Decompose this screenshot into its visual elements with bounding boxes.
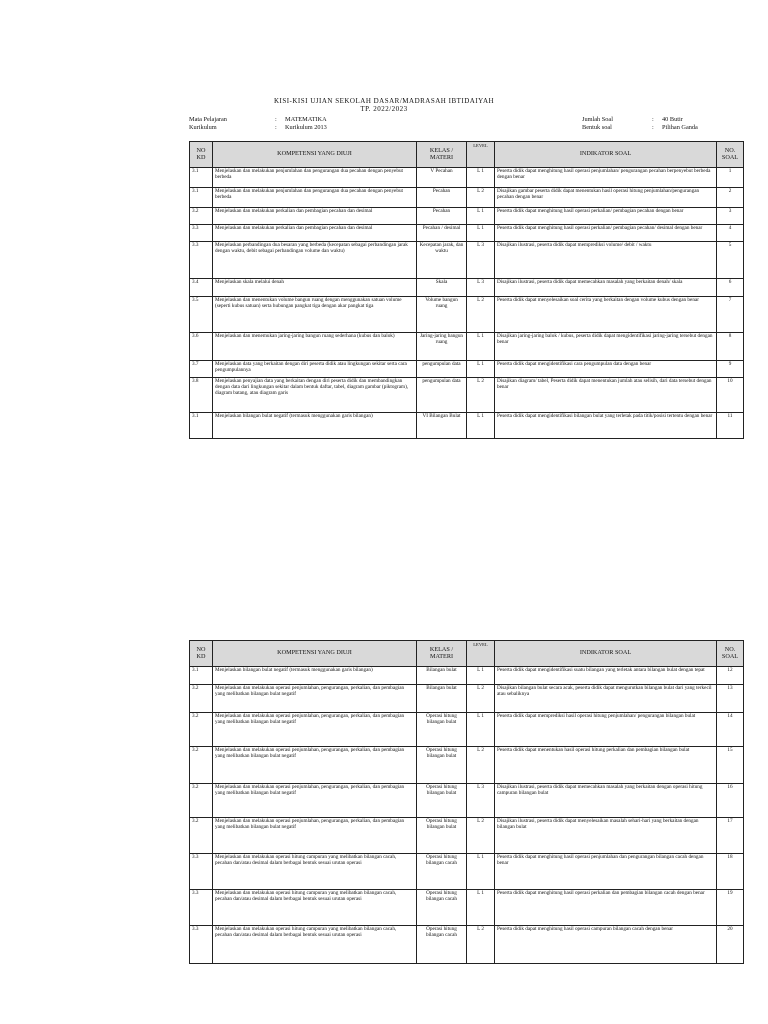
cell-kd: 3.2 <box>190 747 213 784</box>
info-row-subject: Mata Pelajaran : MATEMATIKA <box>189 116 327 123</box>
cell-kd: 3.7 <box>190 361 213 378</box>
table-row <box>190 333 744 361</box>
cell-indikator: Peserta didik dapat menyelesaikan soal cerita yang berkaitan dengan volume kubus dengan benar <box>495 297 717 333</box>
info-row-question-count: Jumlah Soal : 40 Butir <box>582 116 683 123</box>
cell-no-soal: 12 <box>717 667 744 685</box>
cell-level: L 3 <box>467 784 495 818</box>
cell-kompetensi: Menjelaskan skala melalui denah <box>213 279 417 297</box>
table-row <box>190 225 744 242</box>
cell-no-soal: 3 <box>717 208 744 225</box>
cell-kompetensi: Menjelaskan data yang berkaitan dengan diri peserta didik atau lingkungan sekitar serta cara pengumpulannya <box>213 361 417 378</box>
table-row <box>190 713 744 747</box>
cell-level: L 2 <box>467 747 495 784</box>
cell-no-soal: 5 <box>717 242 744 279</box>
header-level: LEVEL <box>467 142 495 168</box>
cell-indikator: Disajikan ilustrasi, peserta didik dapat memprediksi volume/ debit / waktu <box>495 242 717 279</box>
header-indikator: INDIKATOR SOAL <box>495 142 717 168</box>
cell-level: L 2 <box>467 818 495 854</box>
cell-indikator: Peserta didik dapat menghitung hasil operasi perkalian dan pembagian bilangan cacah dengan benar <box>495 890 717 926</box>
cell-kompetensi: Menjelaskan dan melakukan operasi penjumlahan, pengurangan, perkalian, dan pembagian yang melibatkan bilangan bulat negatif <box>213 685 417 713</box>
table-row <box>190 747 744 784</box>
cell-materi: Pecahan <box>417 208 467 225</box>
table-row <box>190 208 744 225</box>
table-row <box>190 168 744 188</box>
cell-kd: 3.5 <box>190 297 213 333</box>
cell-no-soal: 6 <box>717 279 744 297</box>
cell-level: L 3 <box>467 242 495 279</box>
cell-indikator: Peserta didik dapat menghitung hasil operasi penjumlahan/ pengurangan pecahan berpenyebut berbeda dengan benar <box>495 168 717 188</box>
table-row <box>190 279 744 297</box>
cell-indikator: Peserta didik dapat mengidentifikasi suatu bilangan yang terletak antara bilangan bulat dengan tepat <box>495 667 717 685</box>
cell-level: L 1 <box>467 208 495 225</box>
cell-kd: 3.1 <box>190 667 213 685</box>
cell-kompetensi: Menjelaskan bilangan bulat negatif (termasuk menggunakan garis bilangan) <box>213 667 417 685</box>
header-indikator: INDIKATOR SOAL <box>495 641 717 667</box>
cell-indikator: Peserta didik dapat menghitung hasil operasi perkalian/ pembagian pecahan/ desimal dengan benar <box>495 225 717 242</box>
cell-kompetensi: Menjelaskan dan melakukan operasi penjumlahan, pengurangan, perkalian, dan pembagian yang melibatkan bilangan bulat negatif <box>213 818 417 854</box>
cell-materi: Operasi hitung bilangan bulat <box>417 784 467 818</box>
cell-level: L 1 <box>467 361 495 378</box>
cell-kd: 3.1 <box>190 168 213 188</box>
cell-indikator: Disajikan ilustrasi, peserta didik dapat memecahkan masalah yang berkaitan denah/ skala <box>495 279 717 297</box>
cell-kompetensi: Menjelaskan dan melakukan penjumlahan dan pengurangan dua pecahan dengan penyebut berbeda <box>213 168 417 188</box>
cell-indikator: Disajikan ilustrasi, peserta didik dapat menyelesaikan masalah sehari-hari yang berkaitan dengan bilangan bulat <box>495 818 717 854</box>
table-header-row <box>190 641 744 667</box>
cell-level: L 1 <box>467 890 495 926</box>
cell-no-soal: 16 <box>717 784 744 818</box>
info-row-curriculum: Kurikulum : Kurikulum 2013 <box>189 124 327 131</box>
cell-kompetensi: Menjelaskan dan melakukan operasi penjumlahan, pengurangan, perkalian, dan pembagian yang melibatkan bilangan bulat negatif <box>213 713 417 747</box>
cell-kompetensi: Menjelaskan dan melakukan perkalian dan pembagian pecahan dan desimal <box>213 225 417 242</box>
header-no-soal: NO. SOAL <box>717 641 744 667</box>
cell-materi: pengumpulan data <box>417 361 467 378</box>
cell-kd: 3.4 <box>190 279 213 297</box>
header-no-kd: NO KD <box>190 142 213 168</box>
table-body-page-2 <box>190 667 744 964</box>
cell-materi: Bilangan bulat <box>417 685 467 713</box>
cell-kd: 3.2 <box>190 208 213 225</box>
cell-indikator: Peserta didik dapat menghitung hasil operasi campuran bilangan cacah dengan benar <box>495 926 717 964</box>
kisi-kisi-table-page-2 <box>189 640 744 964</box>
cell-materi: Skala <box>417 279 467 297</box>
cell-indikator: Peserta didik dapat memprediksi hasil operasi hitung penjumlahan/ pengurangan bilangan bulat <box>495 713 717 747</box>
header-kompetensi: KOMPETENSI YANG DIUJI <box>213 641 417 667</box>
cell-no-soal: 4 <box>717 225 744 242</box>
title-line-1: KISI-KISI UJIAN SEKOLAH DASAR/MADRASAH IBTIDAIYAH <box>273 97 495 105</box>
cell-level: L 1 <box>467 713 495 747</box>
cell-materi: Operasi hitung bilangan cacah <box>417 890 467 926</box>
cell-kd: 3.1 <box>190 413 213 439</box>
cell-indikator: Disajikan diagram/ tabel, Peserta didik dapat menentukan jumlah atau selisih, dari data tersebut dengan benar <box>495 378 717 413</box>
info-left <box>189 116 327 132</box>
table-row <box>190 188 744 208</box>
table-body-page-1 <box>190 168 744 439</box>
cell-level: L 1 <box>467 667 495 685</box>
cell-level: L 1 <box>467 413 495 439</box>
cell-kompetensi: Menjelaskan dan melakukan operasi hitung campuran yang melibatkan bilangan cacah, pecahan dan/atau desimal dalam berbagai bentuk sesuai urutan operasi <box>213 854 417 890</box>
cell-no-soal: 9 <box>717 361 744 378</box>
table-row <box>190 297 744 333</box>
header-no-kd: NO KD <box>190 641 213 667</box>
cell-kompetensi: Menjelaskan dan melakukan operasi hitung campuran yang melibatkan bilangan cacah, pecahan dan/atau desimal dalam berbagai bentuk sesuai urutan operasi <box>213 926 417 964</box>
cell-kd: 3.3 <box>190 890 213 926</box>
cell-level: L 1 <box>467 168 495 188</box>
cell-no-soal: 13 <box>717 685 744 713</box>
cell-kompetensi: Menjelaskan dan menentukan volume bangun ruang dengan menggunakan satuan volume (seperti kubus satuan) serta hubungan pangkat tiga dengan akar pangkat tiga <box>213 297 417 333</box>
cell-kd: 3.2 <box>190 784 213 818</box>
header-kelas-materi: KELAS / MATERI <box>417 641 467 667</box>
cell-kd: 3.3 <box>190 926 213 964</box>
cell-materi: pengumpulan data <box>417 378 467 413</box>
cell-kd: 3.8 <box>190 378 213 413</box>
table-row <box>190 854 744 890</box>
cell-indikator: Peserta didik dapat menentukan hasil operasi hitung perkalian dan pembagian bilangan bulat <box>495 747 717 784</box>
document-title <box>0 97 768 113</box>
cell-materi: Operasi hitung bilangan cacah <box>417 854 467 890</box>
cell-kd: 3.2 <box>190 685 213 713</box>
table-row <box>190 784 744 818</box>
cell-kompetensi: Menjelaskan penyajian data yang berkaitan dengan diri peserta didik dan membandingkan dengan data dari lingkungan sekitar dalam bentuk daftar, tabel, diagram gambar (piktogram), diagram batang, atau diagram garis <box>213 378 417 413</box>
cell-no-soal: 2 <box>717 188 744 208</box>
cell-no-soal: 20 <box>717 926 744 964</box>
cell-indikator: Peserta didik dapat mengidentifikasi bilangan bulat yang terletak pada titik/posisi tertentu dengan benar <box>495 413 717 439</box>
cell-kompetensi: Menjelaskan perbandingan dua besaran yang berbeda (kecepatan sebagai perbandingan jarak dengan waktu, debit sebagai perbandingan volume dan waktu) <box>213 242 417 279</box>
cell-materi: Jaring-jaring bangun ruang <box>417 333 467 361</box>
cell-no-soal: 18 <box>717 854 744 890</box>
cell-indikator: Peserta didik dapat mengidentifikasi cara pengumpulan data dengan benar <box>495 361 717 378</box>
cell-kd: 3.3 <box>190 242 213 279</box>
cell-materi: Pecahan / desimal <box>417 225 467 242</box>
cell-materi: Operasi hitung bilangan bulat <box>417 818 467 854</box>
table-row <box>190 818 744 854</box>
cell-materi: V Pecahan <box>417 168 467 188</box>
header-kelas-materi: KELAS / MATERI <box>417 142 467 168</box>
cell-indikator: Peserta didik dapat menghitung hasil operasi penjumlahan dan pengurangan bilangan cacah dengan benar <box>495 854 717 890</box>
cell-level: L 2 <box>467 378 495 413</box>
cell-materi: Bilangan bulat <box>417 667 467 685</box>
cell-level: L 2 <box>467 188 495 208</box>
cell-kompetensi: Menjelaskan dan menemukan jaring-jaring bangun ruang sederhana (kubus dan balok) <box>213 333 417 361</box>
cell-indikator: Disajikan gambar peserta didik dapat menentukan hasil operasi hitung penjumlahan/pengurangan pecahan dengan benar <box>495 188 717 208</box>
cell-no-soal: 8 <box>717 333 744 361</box>
table-row <box>190 361 744 378</box>
cell-kd: 3.3 <box>190 854 213 890</box>
cell-level: L 2 <box>467 685 495 713</box>
cell-kd: 3.2 <box>190 713 213 747</box>
cell-no-soal: 10 <box>717 378 744 413</box>
table-header-row <box>190 142 744 168</box>
cell-no-soal: 7 <box>717 297 744 333</box>
cell-no-soal: 17 <box>717 818 744 854</box>
cell-no-soal: 1 <box>717 168 744 188</box>
cell-no-soal: 11 <box>717 413 744 439</box>
header-no-soal: NO. SOAL <box>717 142 744 168</box>
kisi-kisi-table-page-1 <box>189 141 744 439</box>
table-row <box>190 378 744 413</box>
cell-kompetensi: Menjelaskan bilangan bulat negatif (termasuk menggunakan garis bilangan) <box>213 413 417 439</box>
cell-kd: 3.3 <box>190 225 213 242</box>
cell-materi: Pecahan <box>417 188 467 208</box>
cell-indikator: Disajikan bilangan bulat secara acak, peserta didik dapat mengurutkan bilangan bulat dari yang terkecil atau sebaliknya <box>495 685 717 713</box>
cell-kd: 3.6 <box>190 333 213 361</box>
title-line-2: TP. 2022/2023 <box>360 105 408 113</box>
info-row-question-form: Bentuk soal : Pilihan Ganda <box>582 124 698 131</box>
cell-materi: VI Bilangan Bulat <box>417 413 467 439</box>
table-row <box>190 242 744 279</box>
cell-materi: Kecepatan jarak, dan waktu <box>417 242 467 279</box>
cell-kd: 3.2 <box>190 818 213 854</box>
cell-kd: 3.1 <box>190 188 213 208</box>
cell-level: L 2 <box>467 297 495 333</box>
cell-level: L 1 <box>467 333 495 361</box>
cell-no-soal: 19 <box>717 890 744 926</box>
cell-materi: Operasi hitung bilangan cacah <box>417 926 467 964</box>
table-row <box>190 413 744 439</box>
cell-no-soal: 15 <box>717 747 744 784</box>
cell-indikator: Disajikan ilustrasi, peserta didik dapat memecahkan masalah yang berkaitan dengan operasi hitung campuran bilangan bulat <box>495 784 717 818</box>
table-row <box>190 926 744 964</box>
table-row <box>190 890 744 926</box>
table-row <box>190 685 744 713</box>
cell-indikator: Peserta didik dapat menghitung hasil operasi perkalian/ pembagian pecahan dengan benar <box>495 208 717 225</box>
cell-level: L 1 <box>467 854 495 890</box>
cell-kompetensi: Menjelaskan dan melakukan operasi penjumlahan, pengurangan, perkalian, dan pembagian yang melibatkan bilangan bulat negatif <box>213 784 417 818</box>
header-kompetensi: KOMPETENSI YANG DIUJI <box>213 142 417 168</box>
cell-materi: Volume bangun ruang <box>417 297 467 333</box>
cell-materi: Operasi hitung bilangan bulat <box>417 747 467 784</box>
cell-indikator: Disajikan jaring-jaring balok / kubus, peserta didik dapat mengidentifikasi jaring-jaring tersebut dengan benar <box>495 333 717 361</box>
header-level: LEVEL <box>467 641 495 667</box>
cell-no-soal: 14 <box>717 713 744 747</box>
cell-kompetensi: Menjelaskan dan melakukan perkalian dan pembagian pecahan dan desimal <box>213 208 417 225</box>
cell-kompetensi: Menjelaskan dan melakukan operasi penjumlahan, pengurangan, perkalian, dan pembagian yang melibatkan bilangan bulat negatif <box>213 747 417 784</box>
cell-kompetensi: Menjelaskan dan melakukan operasi hitung campuran yang melibatkan bilangan cacah, pecahan dan/atau desimal dalam berbagai bentuk sesuai urutan operasi <box>213 890 417 926</box>
table-row <box>190 667 744 685</box>
info-right <box>582 116 698 132</box>
cell-level: L 2 <box>467 926 495 964</box>
cell-level: L 1 <box>467 225 495 242</box>
cell-kompetensi: Menjelaskan dan melakukan penjumlahan dan pengurangan dua pecahan dengan penyebut berbeda <box>213 188 417 208</box>
cell-materi: Operasi hitung bilangan bulat <box>417 713 467 747</box>
cell-level: L 3 <box>467 279 495 297</box>
